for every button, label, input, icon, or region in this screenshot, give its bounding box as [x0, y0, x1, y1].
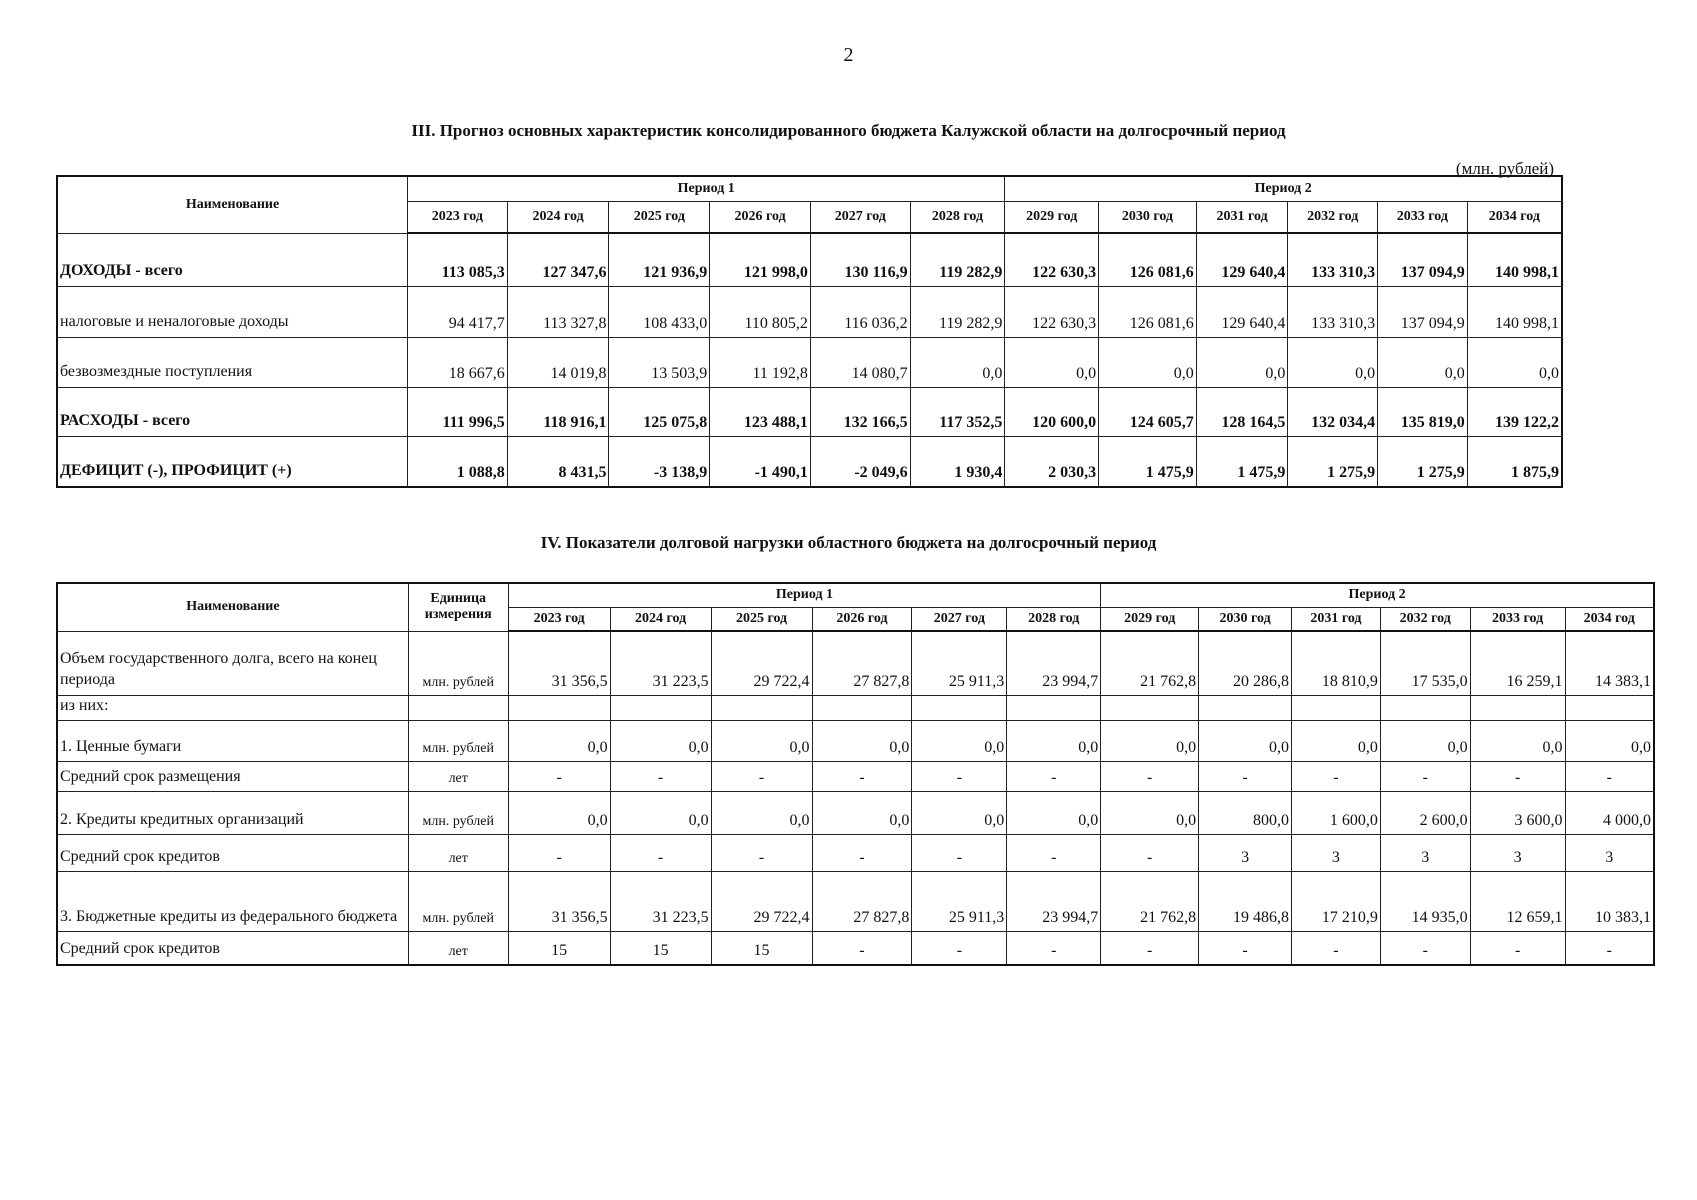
value-cell: -3 138,9 — [609, 436, 710, 487]
value-cell: 3 — [1292, 835, 1381, 872]
year-header: 2025 год — [609, 201, 710, 233]
value-cell: 14 935,0 — [1380, 872, 1470, 932]
row-name: налоговые и неналоговые доходы — [57, 286, 408, 337]
value-cell: 0,0 — [508, 792, 610, 835]
value-cell: - — [812, 932, 912, 965]
value-cell: 0,0 — [1007, 792, 1101, 835]
value-cell: 13 503,9 — [609, 337, 710, 387]
row-name: Средний срок кредитов — [57, 835, 408, 872]
value-cell: 15 — [610, 932, 711, 965]
value-cell: 116 036,2 — [810, 286, 910, 337]
table-row — [57, 835, 1654, 872]
value-cell: 0,0 — [1380, 721, 1470, 762]
value-cell: 15 — [711, 932, 812, 965]
table-row — [57, 762, 1654, 792]
value-cell — [1380, 695, 1470, 721]
value-cell: 1 275,9 — [1288, 436, 1378, 487]
row-name: 2. Кредиты кредитных организаций — [57, 792, 408, 835]
value-cell: 31 223,5 — [610, 872, 711, 932]
value-cell: 0,0 — [912, 792, 1007, 835]
table-row — [57, 872, 1654, 932]
value-cell: 11 192,8 — [710, 337, 811, 387]
value-cell: 126 081,6 — [1099, 233, 1197, 286]
value-cell — [1565, 695, 1654, 721]
debt-load-table — [56, 582, 1655, 966]
year-header: 2034 год — [1467, 201, 1562, 233]
value-cell: 132 034,4 — [1288, 387, 1378, 436]
value-cell — [912, 695, 1007, 721]
header-period2: Период 2 — [1101, 583, 1654, 607]
value-cell: 800,0 — [1199, 792, 1292, 835]
unit-cell: лет — [408, 932, 508, 965]
year-header: 2031 год — [1292, 607, 1381, 631]
value-cell: - — [1380, 932, 1470, 965]
value-cell: 118 916,1 — [507, 387, 609, 436]
value-cell: - — [1380, 762, 1470, 792]
year-header: 2032 год — [1288, 201, 1378, 233]
value-cell: 1 275,9 — [1378, 436, 1468, 487]
row-name: Средний срок размещения — [57, 762, 408, 792]
value-cell: 2 030,3 — [1005, 436, 1099, 487]
value-cell: 23 994,7 — [1007, 631, 1101, 695]
value-cell: 0,0 — [1005, 337, 1099, 387]
value-cell: 137 094,9 — [1378, 233, 1468, 286]
value-cell: - — [1565, 762, 1654, 792]
value-cell: 0,0 — [1470, 721, 1565, 762]
unit-cell: млн. рублей — [408, 872, 508, 932]
value-cell: 3 — [1565, 835, 1654, 872]
value-cell: 123 488,1 — [710, 387, 811, 436]
budget-forecast-table — [56, 175, 1563, 488]
value-cell — [1007, 695, 1101, 721]
header-unit-line1: Единица — [430, 591, 487, 607]
value-cell: - — [610, 835, 711, 872]
value-cell: - — [711, 835, 812, 872]
value-cell: 3 — [1199, 835, 1292, 872]
value-cell: - — [812, 762, 912, 792]
value-cell: 0,0 — [1288, 337, 1378, 387]
value-cell: 129 640,4 — [1196, 286, 1288, 337]
unit-cell — [408, 695, 508, 721]
value-cell: 1 475,9 — [1099, 436, 1197, 487]
value-cell: 128 164,5 — [1196, 387, 1288, 436]
value-cell: 14 080,7 — [810, 337, 910, 387]
value-cell: 119 282,9 — [910, 286, 1005, 337]
table-row — [57, 436, 1562, 487]
value-cell: 122 630,3 — [1005, 286, 1099, 337]
value-cell: 23 994,7 — [1007, 872, 1101, 932]
value-cell: 0,0 — [1292, 721, 1381, 762]
value-cell: 1 600,0 — [1292, 792, 1381, 835]
value-cell — [610, 695, 711, 721]
header-name: Наименование — [57, 176, 408, 233]
value-cell: 31 356,5 — [508, 631, 610, 695]
table-row — [57, 695, 1654, 721]
section3-title: III. Прогноз основных характеристик консолидированного бюджета Калужской области на долгосрочный период — [411, 121, 1286, 140]
value-cell — [1199, 695, 1292, 721]
value-cell: 1 088,8 — [408, 436, 508, 487]
value-cell: 29 722,4 — [711, 631, 812, 695]
value-cell: 119 282,9 — [910, 233, 1005, 286]
unit-cell: млн. рублей — [408, 721, 508, 762]
year-header: 2030 год — [1099, 201, 1197, 233]
year-header: 2024 год — [507, 201, 609, 233]
section4-title: IV. Показатели долговой нагрузки областного бюджета на долгосрочный период — [540, 533, 1157, 552]
value-cell: - — [1007, 835, 1101, 872]
unit-cell: млн. рублей — [408, 631, 508, 695]
value-cell: 125 075,8 — [609, 387, 710, 436]
value-cell: 117 352,5 — [910, 387, 1005, 436]
value-cell: 17 535,0 — [1380, 631, 1470, 695]
value-cell: 139 122,2 — [1467, 387, 1562, 436]
value-cell — [1101, 695, 1199, 721]
value-cell — [508, 695, 610, 721]
value-cell: 14 019,8 — [507, 337, 609, 387]
value-cell: - — [508, 762, 610, 792]
value-cell: 0,0 — [1199, 721, 1292, 762]
value-cell: 0,0 — [1101, 792, 1199, 835]
value-cell: 0,0 — [1378, 337, 1468, 387]
header-period2: Период 2 — [1005, 176, 1562, 201]
value-cell — [1470, 695, 1565, 721]
value-cell: 18 667,6 — [408, 337, 508, 387]
value-cell: 130 116,9 — [810, 233, 910, 286]
value-cell: 19 486,8 — [1199, 872, 1292, 932]
table-row — [57, 721, 1654, 762]
unit-cell: лет — [408, 835, 508, 872]
value-cell — [812, 695, 912, 721]
value-cell: 0,0 — [912, 721, 1007, 762]
value-cell: 111 996,5 — [408, 387, 508, 436]
year-header: 2023 год — [508, 607, 610, 631]
value-cell: 0,0 — [1101, 721, 1199, 762]
value-cell: - — [1199, 932, 1292, 965]
value-cell: 3 — [1470, 835, 1565, 872]
value-cell: 0,0 — [1565, 721, 1654, 762]
units-note: (млн. рублей) — [1455, 159, 1554, 178]
row-name: 3. Бюджетные кредиты из федерального бюджета — [57, 872, 408, 932]
value-cell: - — [1565, 932, 1654, 965]
value-cell: 1 875,9 — [1467, 436, 1562, 487]
value-cell: 31 356,5 — [508, 872, 610, 932]
value-cell: - — [1199, 762, 1292, 792]
value-cell: 113 327,8 — [507, 286, 609, 337]
value-cell: 132 166,5 — [810, 387, 910, 436]
year-header: 2029 год — [1005, 201, 1099, 233]
value-cell: 140 998,1 — [1467, 233, 1562, 286]
year-header: 2033 год — [1470, 607, 1565, 631]
row-name: ДЕФИЦИТ (-), ПРОФИЦИТ (+) — [57, 436, 408, 487]
value-cell: 133 310,3 — [1288, 233, 1378, 286]
value-cell: - — [1101, 835, 1199, 872]
header-unit — [408, 583, 508, 631]
value-cell: 0,0 — [1467, 337, 1562, 387]
value-cell: 15 — [508, 932, 610, 965]
value-cell: 0,0 — [508, 721, 610, 762]
page-number: 2 — [843, 44, 854, 66]
value-cell: 121 998,0 — [710, 233, 811, 286]
table-row — [57, 387, 1562, 436]
value-cell: 108 433,0 — [609, 286, 710, 337]
value-cell: 20 286,8 — [1199, 631, 1292, 695]
value-cell: 133 310,3 — [1288, 286, 1378, 337]
row-name: ДОХОДЫ - всего — [57, 233, 408, 286]
value-cell: 4 000,0 — [1565, 792, 1654, 835]
value-cell: 0,0 — [610, 721, 711, 762]
value-cell: - — [1101, 932, 1199, 965]
value-cell: 0,0 — [1099, 337, 1197, 387]
value-cell: 113 085,3 — [408, 233, 508, 286]
value-cell: -2 049,6 — [810, 436, 910, 487]
value-cell: 0,0 — [812, 721, 912, 762]
year-header: 2025 год — [711, 607, 812, 631]
value-cell: 126 081,6 — [1099, 286, 1197, 337]
unit-cell: млн. рублей — [408, 792, 508, 835]
year-header: 2026 год — [710, 201, 811, 233]
value-cell: 3 — [1380, 835, 1470, 872]
value-cell: - — [1007, 762, 1101, 792]
table-row — [57, 233, 1562, 286]
year-header: 2027 год — [810, 201, 910, 233]
value-cell: 1 475,9 — [1196, 436, 1288, 487]
value-cell: 21 762,8 — [1101, 631, 1199, 695]
row-name: Средний срок кредитов — [57, 932, 408, 965]
value-cell: 0,0 — [1196, 337, 1288, 387]
value-cell: 122 630,3 — [1005, 233, 1099, 286]
value-cell: 94 417,7 — [408, 286, 508, 337]
header-name: Наименование — [57, 583, 408, 631]
header-unit-line2: измерения — [424, 607, 492, 623]
value-cell: 25 911,3 — [912, 872, 1007, 932]
value-cell — [1292, 695, 1381, 721]
table-row — [57, 932, 1654, 965]
value-cell: - — [508, 835, 610, 872]
value-cell: 120 600,0 — [1005, 387, 1099, 436]
unit-cell: лет — [408, 762, 508, 792]
value-cell: 0,0 — [610, 792, 711, 835]
table-row — [57, 792, 1654, 835]
value-cell: 16 259,1 — [1470, 631, 1565, 695]
value-cell: 137 094,9 — [1378, 286, 1468, 337]
value-cell: - — [912, 835, 1007, 872]
value-cell: 0,0 — [711, 721, 812, 762]
value-cell: 29 722,4 — [711, 872, 812, 932]
value-cell: 121 936,9 — [609, 233, 710, 286]
value-cell: - — [1292, 932, 1381, 965]
table-row — [57, 337, 1562, 387]
value-cell: - — [711, 762, 812, 792]
header-period1: Период 1 — [508, 583, 1101, 607]
value-cell: - — [1470, 932, 1565, 965]
table-row — [57, 631, 1654, 695]
value-cell: - — [1470, 762, 1565, 792]
value-cell: 127 347,6 — [507, 233, 609, 286]
value-cell: 0,0 — [812, 792, 912, 835]
value-cell: 10 383,1 — [1565, 872, 1654, 932]
value-cell: 27 827,8 — [812, 872, 912, 932]
year-header: 2034 год — [1565, 607, 1654, 631]
value-cell: - — [1007, 932, 1101, 965]
value-cell: - — [1292, 762, 1381, 792]
value-cell: 124 605,7 — [1099, 387, 1197, 436]
year-header: 2028 год — [1007, 607, 1101, 631]
value-cell: 3 600,0 — [1470, 792, 1565, 835]
value-cell: - — [912, 932, 1007, 965]
value-cell: 21 762,8 — [1101, 872, 1199, 932]
value-cell: 2 600,0 — [1380, 792, 1470, 835]
value-cell: 1 930,4 — [910, 436, 1005, 487]
year-header: 2032 год — [1380, 607, 1470, 631]
value-cell: 0,0 — [711, 792, 812, 835]
value-cell: - — [912, 762, 1007, 792]
value-cell: 27 827,8 — [812, 631, 912, 695]
row-name: Объем государственного долга, всего на конец периода — [57, 631, 408, 695]
row-name: из них: — [57, 695, 408, 721]
value-cell — [711, 695, 812, 721]
value-cell: - — [812, 835, 912, 872]
table-row — [57, 286, 1562, 337]
year-header: 2030 год — [1199, 607, 1292, 631]
year-header: 2027 год — [912, 607, 1007, 631]
value-cell: 129 640,4 — [1196, 233, 1288, 286]
value-cell: 18 810,9 — [1292, 631, 1381, 695]
value-cell: 25 911,3 — [912, 631, 1007, 695]
year-header: 2028 год — [910, 201, 1005, 233]
year-header: 2033 год — [1378, 201, 1468, 233]
year-header: 2026 год — [812, 607, 912, 631]
value-cell: 110 805,2 — [710, 286, 811, 337]
year-header: 2023 год — [408, 201, 508, 233]
value-cell: 12 659,1 — [1470, 872, 1565, 932]
row-name: РАСХОДЫ - всего — [57, 387, 408, 436]
header-period1: Период 1 — [408, 176, 1005, 201]
value-cell: 14 383,1 — [1565, 631, 1654, 695]
year-header: 2029 год — [1101, 607, 1199, 631]
row-name: 1. Ценные бумаги — [57, 721, 408, 762]
value-cell: - — [1101, 762, 1199, 792]
year-header: 2031 год — [1196, 201, 1288, 233]
value-cell: -1 490,1 — [710, 436, 811, 487]
year-header: 2024 год — [610, 607, 711, 631]
value-cell: 135 819,0 — [1378, 387, 1468, 436]
value-cell: 31 223,5 — [610, 631, 711, 695]
value-cell: - — [610, 762, 711, 792]
value-cell: 0,0 — [1007, 721, 1101, 762]
row-name: безвозмездные поступления — [57, 337, 408, 387]
value-cell: 8 431,5 — [507, 436, 609, 487]
value-cell: 140 998,1 — [1467, 286, 1562, 337]
value-cell: 17 210,9 — [1292, 872, 1381, 932]
value-cell: 0,0 — [910, 337, 1005, 387]
